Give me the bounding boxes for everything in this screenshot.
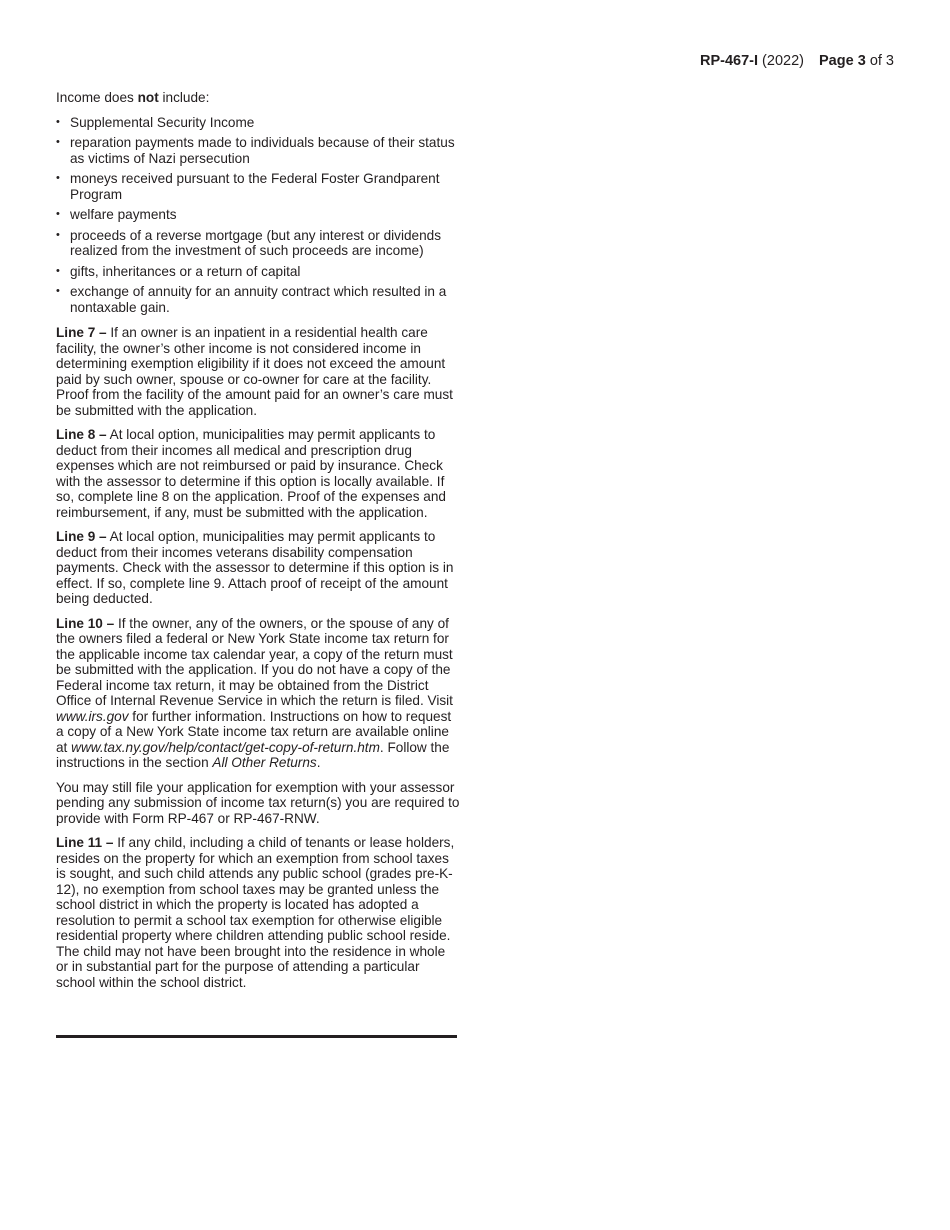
still-file-paragraph: You may still file your application for exemption with your assessor pending any submission of income tax return(s) you are required to provide with Form RP-467 or RP-467-RNW.	[56, 779, 460, 826]
form-id: RP-467-I	[699, 53, 759, 69]
irs-link: www.irs.gov	[56, 708, 129, 724]
line11-paragraph: Line 11 – If any child, including a child of tenants or lease holders, resides on the property for which an exemption from school taxes is sought, and such child attends any public school (grades pre-K-12), no exemption from school taxes may be granted unless the school district in which the property is located has adopted a resolution to permit a school tax exemption for otherwise eligible residential property where children attending public school reside. The child may not have been brought into the residence in whole or in substantial part for the purpose of attending a particular school within the school district.	[56, 835, 455, 990]
nys-tax-link: www.tax.ny.gov/help/contact/get-copy-of-return.htm	[71, 739, 380, 755]
line11-label: Line 11 –	[56, 835, 114, 850]
page-of: of 3	[869, 53, 894, 69]
bottom-divider	[56, 1035, 457, 1038]
list-item: • exchange of annuity for an annuity contract which resulted in a nontaxable gain.	[56, 284, 460, 315]
page-header	[700, 52, 894, 70]
line9-paragraph: Line 9 – At local option, municipalities may permit applicants to deduct from their incomes veterans disability compensation payments. Check with the assessor to determine if this option is in effect. If so, complete line 9. Attach proof of receipt of the amount being deducted.	[56, 529, 454, 606]
income-exclusions-list	[56, 115, 460, 316]
list-item: • Supplemental Security Income	[56, 115, 460, 131]
list-item: • gifts, inheritances or a return of capital	[56, 264, 460, 280]
list-item: • welfare payments	[56, 207, 460, 223]
list-item: • reparation payments made to individuals because of their status as victims of Nazi persecution	[56, 135, 460, 166]
instructions-column	[56, 90, 460, 999]
line10-label: Line 10 –	[56, 615, 115, 631]
page-label: Page	[819, 53, 854, 69]
line8-paragraph: Line 8 – At local option, municipalities may permit applicants to deduct from their incomes all medical and prescription drug expenses which are not reimbursed or paid by insurance. Check with the assessor to determine if this option is locally available. If so, complete line 8 on the application. Proof of the expenses and reimbursement, if any, must be submitted with the application.	[56, 427, 446, 520]
form-year: (2022)	[762, 53, 804, 69]
list-item: • moneys received pursuant to the Federal Foster Grandparent Program	[56, 171, 460, 202]
list-item: • proceeds of a reverse mortgage (but any interest or dividends realized from the investment of such proceeds are income)	[56, 228, 460, 259]
line10-paragraph: Line 10 – If the owner, any of the owners, or the spouse of any of the owners filed a federal or New York State income tax return for the applicable income tax calendar year, a copy of the return must be submitted with the application. If you do not have a copy of the Federal income tax return, it may be obtained from the District Office of Internal Revenue Service in which the return is filed. Visit www.irs.gov for further information. Instructions on how to request a copy of a New York State income tax return are available online at www.tax.ny.gov/help/contact/get-copy-of-return.htm. Follow the instructions in the section All Other Returns.	[56, 615, 453, 770]
line7-paragraph: Line 7 – If an owner is an inpatient in a residential health care facility, the owner’s other income is not considered income in determining exemption eligibility if it does not exceed the amount paid by such owner, spouse or co-owner for care at the facility. Proof from the facility of the amount paid for an owner’s care must be submitted with the application.	[56, 325, 453, 418]
page-number: 3	[857, 53, 866, 69]
line7-label: Line 7 –	[56, 325, 107, 340]
income-exclusions-intro: Income does not include:	[56, 90, 210, 105]
line8-label: Line 8 –	[56, 427, 107, 442]
section-reference: All Other Returns	[212, 755, 317, 770]
not-emphasis: not	[137, 90, 159, 105]
line9-label: Line 9 –	[56, 529, 107, 544]
